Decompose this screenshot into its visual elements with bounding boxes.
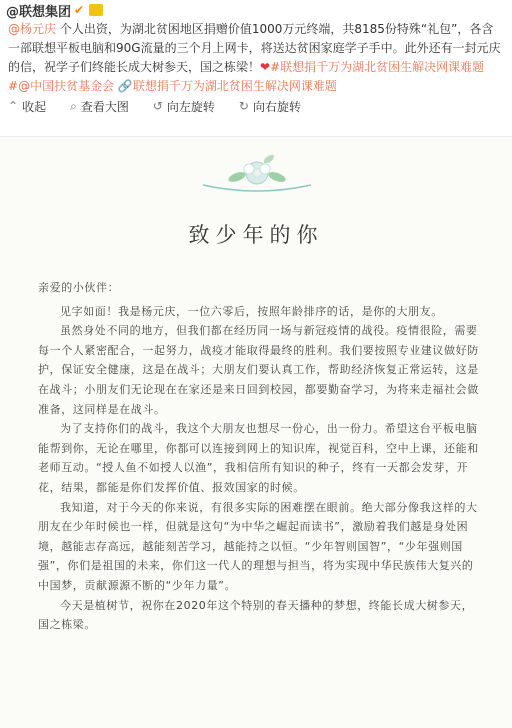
rotate-left-label: 向左旋转 — [166, 99, 215, 114]
account-name[interactable]: @联想集团 — [6, 4, 72, 20]
post-header — [0, 0, 512, 20]
rotate-right-icon: ↻ — [238, 99, 249, 113]
mention-yang-yuanqing[interactable]: @杨元庆 — [8, 22, 57, 36]
letter-title: 致少年的你 — [188, 223, 324, 247]
post-body-text: 个人出资，为湖北贫困地区捐赠价值1000万元终端，共8185份特殊“礼包”，各含一部联想平板电脑和90G流量的三个月上网卡，将送达贫困家庭学子手中。此外还有一封元庆的信，祝学子们终能长成大树参天，国之栋梁！ — [8, 22, 501, 74]
article-link[interactable]: 🔗联想捐千万为湖北贫困生解决网课难题 — [117, 79, 337, 93]
heart-icon: ❤ — [260, 60, 271, 74]
letter-greeting: 亲爱的小伙伴： — [38, 281, 120, 294]
letter-paragraph: 为了支持你们的战斗，我这个大朋友也想尽一份心，出一份力。希望这台平板电脑能帮到你，无论在哪里，你都可以连接到网上的知识库，视觉百科，空中上课，还能和老师互动。“授人鱼不如授人以渔”，我相信所有知识的种子，终有一天都会发芽，开花，结果，都能是你们发挥价值、报效国家的时候。 — [38, 422, 479, 494]
topic-hashtag[interactable]: #联想捐千万为湖北贫困生解决网课难题# — [8, 60, 485, 93]
rotate-right-button[interactable] — [239, 98, 301, 115]
zoom-icon: ⌕ — [70, 98, 77, 113]
letter-paragraph: 我知道，对于今天的你来说，有很多实际的困难摆在眼前。绝大部分像我这样的大朋友在少年时候也一样，但就是这句“为中华之崛起而读书”，激励着我们越是身处困境，越能志存高远，越能刻苦学习，越能持之以恒。“少年智则国智”，“少年强则国强”，你们是祖国的未来，你们这一代人的理想与担当，将为实现中华民族伟大复兴的中国梦，贡献源源不断的“少年力量”。 — [38, 500, 478, 592]
mention-foundation[interactable]: @中国扶贫基金会 — [18, 79, 115, 93]
letter-paragraph: 今天是植树节，祝你在2020年这个特别的春天播种的梦想，终能长成大树参天，国之栋梁。 — [38, 598, 474, 632]
rotate-left-icon: ↺ — [152, 99, 163, 113]
collapse-label: 收起 — [22, 99, 47, 114]
image-toolbar — [0, 96, 512, 116]
collapse-button[interactable] — [8, 98, 46, 115]
floral-ornament-icon — [197, 145, 317, 205]
rotate-right-label: 向右旋转 — [252, 99, 301, 114]
post-text — [0, 20, 512, 96]
view-large-button[interactable] — [70, 98, 129, 115]
letter-paragraph: 见字如面！我是杨元庆，一位六零后，按照年龄排序的话，是你的大朋友。 — [60, 304, 443, 318]
view-large-label: 查看大图 — [80, 99, 129, 114]
letter-image[interactable] — [0, 136, 512, 728]
medal-badge-icon — [89, 4, 103, 16]
collapse-icon: ⌃ — [8, 99, 19, 113]
letter-paragraph: 虽然身处不同的地方，但我们都在经历同一场与新冠疫情的战役。疫情很险，需要每一个人紧密配合，一起努力，战疫才能取得最终的胜利。我们要按照专业建议做好防护，保证安全健康，这是在战斗；大朋友们要认真工作，帮助经济恢复正常运转，这是在战斗；小朋友们无论现在在家还是来日回到校园，都要勤奋学习，为将来走福社会做准备，这同样是在战斗。 — [38, 324, 479, 416]
letter-body — [38, 278, 480, 635]
rotate-left-button[interactable] — [153, 98, 215, 115]
verified-v-icon: ✔ — [74, 3, 85, 17]
